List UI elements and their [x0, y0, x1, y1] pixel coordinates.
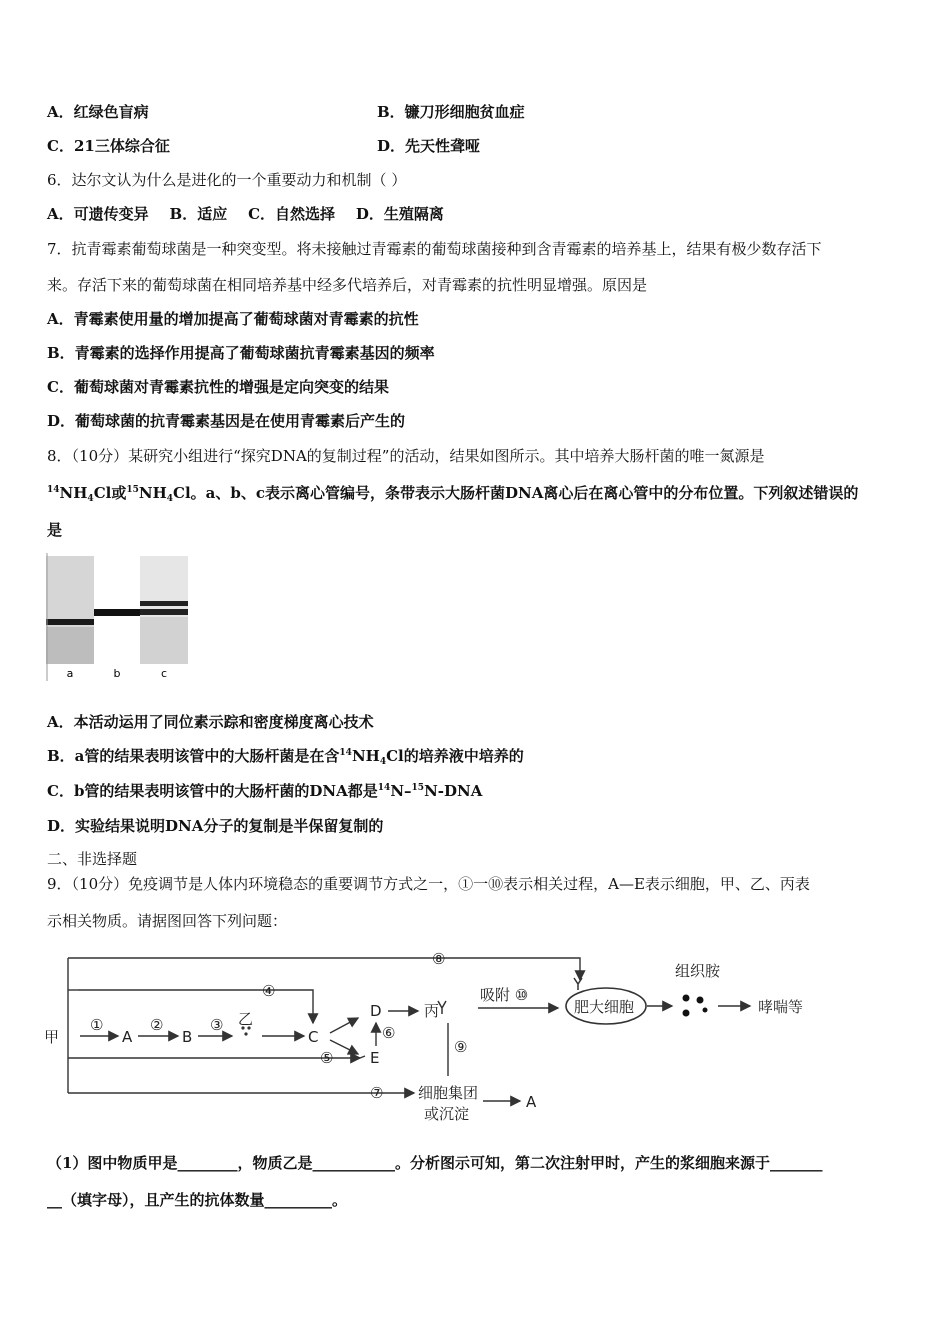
tube-a-band [46, 619, 94, 625]
step-2: ② [150, 1016, 164, 1034]
label-a-result: A [526, 1093, 537, 1111]
q8-stem-line1: 8．（10分）某研究小组进行“探究DNA的复制过程”的活动，结果如图所示。其中培养大肠杆菌的唯一氮源是 [47, 447, 765, 465]
antibody-icon [438, 1001, 446, 1014]
step-4: ④ [262, 982, 276, 1000]
q5-option-c: C．21三体综合征 [47, 137, 170, 155]
q6-options: A．可遗传变异 B．适应 C．自然选择 D．生殖隔离 [47, 205, 444, 223]
tube-label-b: b [113, 667, 121, 680]
q8-stem-line3: 是 [47, 521, 63, 539]
centrifuge-tube-figure [46, 553, 202, 681]
q8-option-c: C．b管的结果表明该管中的大肠杆菌的DNA都是$^{14}$N–$^{15}$N-DNA [47, 782, 483, 800]
receptor-icon [574, 978, 582, 990]
label-b: B [182, 1028, 193, 1046]
step-9: ⑨ [454, 1038, 468, 1056]
q7-option-d: D．葡萄球菌的抗青霉素基因是在使用青霉素后产生的 [47, 412, 406, 430]
q7-option-a: A．青霉素使用量的增加提高了葡萄球菌对青霉素的抗性 [47, 310, 419, 328]
q8-option-b: B．a管的结果表明该管中的大肠杆菌是在含$^{14}NH_4Cl$的培养液中培养的 [47, 747, 524, 767]
tube-label-a: a [66, 667, 74, 680]
immune-flow-diagram [40, 948, 840, 1128]
q5-option-a: A．红绿色盲病 [47, 103, 149, 121]
step-8: ⑧ [432, 950, 446, 968]
step-5: ⑤ [320, 1049, 334, 1067]
histamine-dots [683, 995, 708, 1017]
label-d: D [370, 1002, 382, 1020]
tube-c-band-upper [140, 601, 188, 606]
q9-sub1-line2: __（填字母），且产生的抗体数量_________。 [47, 1191, 348, 1209]
q8-option-d: D．实验结果说明DNA分子的复制是半保留复制的 [47, 817, 384, 835]
label-e: E [370, 1049, 380, 1067]
q6-stem: 6．达尔文认为什么是进化的一个重要动力和机制（ ） [47, 171, 407, 189]
tube-c-band-lower [140, 609, 188, 615]
step-7: ⑦ [370, 1084, 384, 1102]
q5-option-d: D．先天性聋哑 [377, 137, 481, 155]
q7-option-b: B．青霉素的选择作用提高了葡萄球菌抗青霉素基因的频率 [47, 344, 435, 362]
q8-option-a: A．本活动运用了同位素示踪和密度梯度离心技术 [47, 713, 374, 731]
label-bing: 丙 [424, 1002, 440, 1020]
label-asthma: 哮喘等 [758, 998, 804, 1016]
q9-stem-line2: 示相关物质。请据图回答下列问题： [47, 912, 288, 930]
label-precipitate: 或沉淀 [424, 1105, 470, 1123]
label-a: A [122, 1028, 133, 1046]
step-3: ③ [210, 1016, 224, 1034]
label-mast-cell: 肥大细胞 [574, 998, 635, 1016]
label-cell-cluster: 细胞集团 [418, 1084, 479, 1102]
tube-label-c: c [160, 667, 168, 680]
q5-option-b: B．镰刀形细胞贫血症 [377, 103, 525, 121]
label-histamine: 组织胺 [675, 962, 721, 980]
q9-stem-line1: 9．（10分）免疫调节是人体内环境稳态的重要调节方式之一，①一⑩表示相关过程，A—E表示细胞，甲、乙、丙表 [47, 875, 810, 893]
q7-option-c: C．葡萄球菌对青霉素抗性的增强是定向突变的结果 [47, 378, 389, 396]
q7-stem-line2: 来。存活下来的葡萄球菌在相同培养基中经多代培养后，对青霉素的抗性明显增强。原因是 [47, 276, 648, 294]
section-title: 二、非选择题 [47, 850, 138, 868]
q7-stem-line1: 7．抗青霉素葡萄球菌是一种突变型。将未接触过青霉素的葡萄球菌接种到含青霉素的培养基上，结果有极少数存活下 [47, 240, 822, 258]
q8-stem-line2: $^{14}NH_4Cl$或$^{15}NH_4Cl$。a、b、c表示离心管编号，条带表示大肠杆菌DNA离心后在离心管中的分布位置。下列叙述错误的 [47, 484, 859, 504]
step-1: ① [90, 1016, 104, 1034]
label-jia: 甲 [44, 1028, 60, 1046]
tube-b-band [94, 609, 140, 616]
step-6: ⑥ [382, 1024, 396, 1042]
label-adsorb: 吸附 ⑩ [480, 986, 529, 1004]
label-yi: 乙 [238, 1010, 254, 1028]
q9-sub1-line1: （1）图中物质甲是________，物质乙是___________。分析图示可知，第二次注射甲时，产生的浆细胞来源于_______ [47, 1154, 823, 1172]
label-c: C [308, 1028, 319, 1046]
